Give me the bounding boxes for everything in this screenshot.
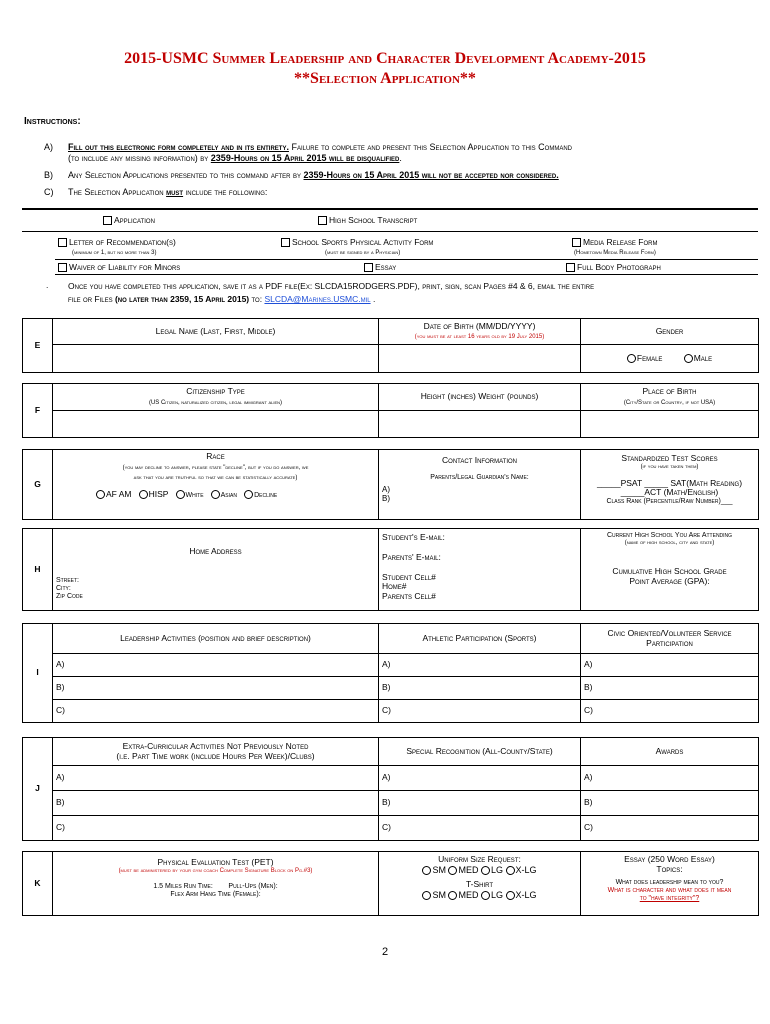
tshirt-sm-option[interactable]: SM [422,890,446,900]
section-f-table [22,383,759,438]
tshirt-lg-option[interactable]: LG [481,890,503,900]
race-afam-option[interactable]: AF AM [96,489,132,499]
dob-field[interactable] [379,345,581,373]
instruction-b-label: B) [44,170,53,180]
instruction-c: The Selection Application must include the following: [68,187,268,197]
class-rank-field[interactable]: Class Rank (Percentile/Raw Number)___ [606,498,733,506]
checklist-divider [22,231,758,232]
extracurricular-a-field[interactable]: A) [53,766,379,791]
page-number: 2 [381,946,389,958]
athletic-c-field[interactable]: C) [379,700,581,723]
gpa-field[interactable]: Cumulative High School Grade Point Average (GPA): [612,565,727,586]
street-field[interactable]: Street: [56,576,80,584]
checkbox-icon [566,263,575,272]
radio-icon [139,490,148,499]
legal-name-field[interactable] [53,345,379,373]
submission-instructions: Once you have completed this application, save it as a PDF file(Ex: SLCDA15RODGERS.PDF), print, sign, scan Pages #4 & 6, email the entire file or Files (no later than 2359, 15 April 2015) to: SLCDA@Marines.USMC.mil . [68,281,595,305]
instructions-heading: Instructions: [24,116,81,127]
radio-icon [96,490,105,499]
parent-cell-field[interactable]: Parents Cell# [382,591,436,602]
awards-c-field[interactable]: C) [581,816,759,841]
section-j-letter: J [23,738,53,841]
birthplace-label: Place of Birth (City/State or Country, if not USA) [581,384,759,411]
guardian-b-field[interactable]: B) [382,494,390,503]
citizenship-field[interactable] [53,411,379,438]
race-cell: Race (you may decline to answer, please state "decline", but if you do answer, we ask that you are truthful so that we can be statistically accurate) AF AM HISP White Asian Decline [53,450,379,520]
checklist-divider [55,274,758,275]
gender-label: Gender [581,319,759,345]
legal-name-label: Legal Name (Last, First, Middle) [53,319,379,345]
recognition-c-field[interactable]: C) [379,816,581,841]
checklist-media-form[interactable]: Media Release Form [572,237,657,247]
radio-icon [506,866,515,875]
instruction-b: Any Selection Applications presented to this command after by 2359-Hours on 15 April 2015 will not be accepted nor considered. [68,170,559,180]
checklist-application[interactable]: Application [103,215,155,225]
instruction-a-label: A) [44,142,53,152]
gender-female-option[interactable]: Female [627,353,663,363]
checkbox-icon [58,263,67,272]
uniform-sm-option[interactable]: SM [422,865,446,875]
extracurricular-c-field[interactable]: C) [53,816,379,841]
gender-male-option[interactable]: Male [684,353,712,363]
radio-icon [448,891,457,900]
recognition-b-field[interactable]: B) [379,791,581,816]
leadership-b-field[interactable]: B) [53,677,379,700]
checklist-photo[interactable]: Full Body Photograph [566,262,661,272]
leadership-label: Leadership Activities (position and brief description) [53,624,379,654]
race-options [56,490,375,500]
checkbox-icon [364,263,373,272]
section-e-table [22,318,759,373]
contact-cell: Contact Information Parents/Legal Guardian's Name: A) B) [379,450,581,520]
extracurricular-b-field[interactable]: B) [53,791,379,816]
run-time-field[interactable]: 1.5 Miles Run Time: [153,882,213,890]
tshirt-size-options [382,890,577,900]
section-h-table [22,528,759,611]
tshirt-xlg-option[interactable]: X-LG [506,890,537,900]
dob-label: Date of Birth (MM/DD/YYYY) (you must be at least 16 years old by 19 July 2015) [379,319,581,345]
race-hisp-option[interactable]: HISP [139,489,169,499]
checklist-waiver[interactable]: Waiver of Liability for Minors [58,262,180,272]
checklist-divider [22,208,758,210]
extracurricular-label: Extra-Curricular Activities Not Previously Noted (i.e. Part Time work (include Hours Per Week)/Clubs) [53,738,379,766]
awards-label: Awards [581,738,759,766]
instruction-c-label: C) [44,187,54,197]
gender-options [581,345,759,373]
media-note: (Hometown Media Release Form) [574,250,656,256]
race-white-option[interactable]: White [176,492,204,499]
checkbox-icon [318,216,327,225]
pet-cell: Physical Evaluation Test (PET) (must be administered by your gym coach Complete Signature Block on Pg.#3) 1.5 Miles Run Time: Pull-Ups (Men): Flex Arm Hang Time (Female): [53,852,379,916]
civic-label: Civic Oriented/Volunteer Service Participation [581,624,759,654]
parent-email-field[interactable]: Parents' E-mail: [382,551,441,562]
checkbox-icon [58,238,67,247]
section-k-table [22,851,759,916]
checklist-essay[interactable]: Essay [364,262,396,272]
home-address-cell: Home Address Street: City: Zip Code [53,529,379,611]
radio-icon [422,866,431,875]
section-i-table [22,623,759,723]
recommendation-note: (minimum of 1, but no more than 3) [72,250,157,256]
radio-icon [211,490,220,499]
submit-bullet: . [46,280,49,290]
section-e-letter: E [23,319,53,373]
height-weight-field[interactable] [379,411,581,438]
awards-b-field[interactable]: B) [581,791,759,816]
uniform-size-options [382,865,577,875]
checkbox-icon [103,216,112,225]
section-f-letter: F [23,384,53,438]
birthplace-field[interactable] [581,411,759,438]
form-title: 2015-USMC Summer Leadership and Character Development Academy-2015 [124,50,646,67]
checklist-divider [55,259,758,260]
radio-icon [422,891,431,900]
civic-c-field[interactable]: C) [581,700,759,723]
race-decline-option[interactable]: Decline [244,492,277,499]
uniform-med-option[interactable]: MED [448,865,478,875]
leadership-c-field[interactable]: C) [53,700,379,723]
section-i-letter: I [23,624,53,723]
zip-field[interactable]: Zip Code [56,592,83,600]
form-subtitle: **Selection Application** [294,70,476,87]
athletic-label: Athletic Participation (Sports) [379,624,581,654]
uniform-xlg-option[interactable]: X-LG [506,865,537,875]
school-cell: Current High School You Are Attending (name of high school, city and state) Cumulative High School Grade Point Average (GPA): [581,529,759,611]
radio-icon [244,490,253,499]
radio-icon [481,866,490,875]
recognition-a-field[interactable]: A) [379,766,581,791]
guardian-a-field[interactable]: A) [382,484,390,494]
radio-icon [481,891,490,900]
race-asian-option[interactable]: Asian [211,492,237,499]
submission-email-link[interactable]: SLCDA@Marines.USMC.mil [264,294,371,305]
radio-icon [176,490,185,499]
civic-a-field[interactable]: A) [581,654,759,677]
sports-note: (must be signed by a Physician) [325,250,401,256]
citizenship-label: Citizenship Type (US Citizen, naturalized citizen, legal immigrant alien) [53,384,379,411]
section-g-table [22,449,759,520]
athletic-a-field[interactable]: A) [379,654,581,677]
radio-icon [627,354,636,363]
student-email-field[interactable]: Student's E-mail: [382,532,445,542]
student-cell-field[interactable]: Student Cell# [382,571,436,582]
uniform-lg-option[interactable]: LG [481,865,503,875]
radio-icon [684,354,693,363]
leadership-a-field[interactable]: A) [53,654,379,677]
flex-arm-field[interactable]: Flex Arm Hang Time (Female): [170,890,261,898]
checkbox-icon [572,238,581,247]
height-weight-label: Height (inches) Weight (pounds) [379,384,581,411]
checkbox-icon [281,238,290,247]
recognition-label: Special Recognition (All-County/State) [379,738,581,766]
checklist-sports-form[interactable]: School Sports Physical Activity Form [281,237,433,247]
radio-icon [506,891,515,900]
athletic-b-field[interactable]: B) [379,677,581,700]
section-g-letter: G [23,450,53,520]
section-h-letter: H [23,529,53,611]
instruction-a: Fill out this electronic form completely and in its entirety. Failure to complete and present this Selection Application to this Command (to include any missing information) by 2359-Hours on 15 April 2015 will be disqualified. [68,142,572,163]
awards-a-field[interactable]: A) [581,766,759,791]
psat-sat-field[interactable]: _____PSAT _____ SAT(Math Reading) [596,477,743,488]
essay-cell: Essay (250 Word Essay) Topics: What does leadership mean to you? What is character and what does it mean to "have integrity"? [581,852,759,916]
radio-icon [448,866,457,875]
section-j-table [22,737,759,841]
test-scores-cell: Standardized Test Scores (if you have taken them) _____PSAT _____ SAT(Math Reading) _____ACT (Math/English) Class Rank (Percentile/Raw Number)___ [581,450,759,520]
tshirt-med-option[interactable]: MED [448,890,478,900]
section-k-letter: K [23,852,53,916]
act-field[interactable]: _____ACT (Math/English) [620,487,719,498]
civic-b-field[interactable]: B) [581,677,759,700]
city-field[interactable]: City: [56,584,71,592]
home-phone-field[interactable]: Home# [382,581,407,592]
checklist-transcript[interactable]: High School Transcript [318,215,417,225]
contact-details-cell [379,529,581,611]
checklist-recommendation[interactable]: Letter of Recommendation(s) [58,237,176,247]
uniform-cell: Uniform Size Request: SM MED LG X-LG T-Shirt SM MED LG X-LG [379,852,581,916]
pullups-field[interactable]: Pull-Ups (Men): [228,882,278,890]
